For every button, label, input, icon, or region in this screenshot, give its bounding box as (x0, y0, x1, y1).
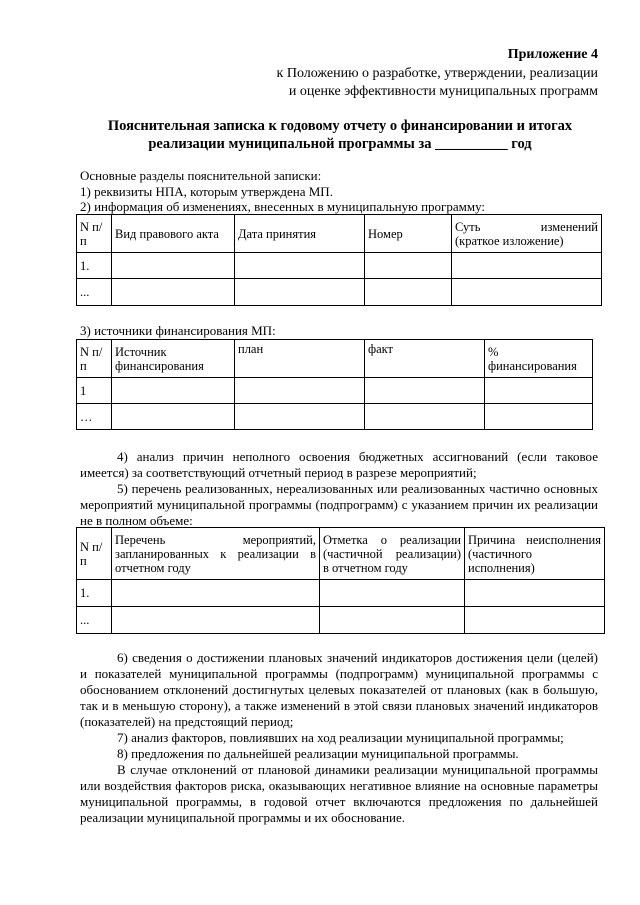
header-activities-line1: Перечень мероприятий, (115, 532, 316, 547)
cell (235, 404, 365, 430)
cell (112, 607, 320, 634)
cell (112, 253, 235, 279)
header-activities-line2: запланированных к реализации в (115, 546, 316, 561)
cell (485, 404, 593, 430)
section-item-8: 8) предложения по дальнейшей реализации муниципальной программы. (117, 746, 519, 761)
header-mark (320, 528, 465, 580)
header-essence-line2: (краткое изложение) (455, 233, 564, 248)
header-mark-line2: (частичной реализации) (323, 546, 461, 561)
cell (465, 580, 605, 607)
header-fact: факт (365, 340, 485, 378)
row-num: ... (77, 279, 112, 306)
cell (465, 607, 605, 634)
header-reason-line2: (частичного исполнения) (468, 546, 535, 575)
cell (365, 253, 452, 279)
document-title-line2: реализации муниципальной программы за __________ год (148, 136, 532, 152)
cell (365, 404, 485, 430)
final-paragraph: В случае отклонений от плановой динамики реализации муниципальной программы или воздействия факторов риска, оказывающих негативное влияние на основные параметры муниципальной программы, в годовой отчет включаются предложения по дальнейшей реализации муниципальной программы и их обоснование. (80, 762, 598, 825)
document-title (60, 117, 620, 153)
header-percent-line2: финансирования (488, 358, 577, 373)
sections-6-8 (80, 650, 598, 826)
row-num: 1 (77, 378, 112, 404)
cell (452, 253, 602, 279)
header-date: Дата принятия (235, 215, 365, 253)
changes-table-header (77, 215, 602, 253)
cell (235, 253, 365, 279)
row-num: ... (77, 607, 112, 634)
cell (235, 378, 365, 404)
section-item-2: 2) информация об изменениях, внесенных в муниципальную программу: (80, 199, 486, 214)
section-item-6: 6) сведения о достижении плановых значений индикаторов достижения цели (целей) и показателей муниципальной программы (подпрограмм) муниципальной программы с обоснованием отклонений достигнутых целевых показателей от плановых (как в большую, так и в меньшую сторону), а также изменений в этой связи плановых значений индикаторов (показателей) на предстоящий период; (80, 650, 598, 729)
document-title-line1: Пояснительная записка к годовому отчету о финансировании и итогах (107, 118, 573, 134)
appendix-subtitle-line1: к Положению о разработке, утверждении, реализации (276, 66, 598, 81)
section-item-5: 5) перечень реализованных, нереализованных или реализованных частично основных мероприятий муниципальной программы (подпрограмм) с указанием причин их реализации не в полном объеме: (80, 481, 598, 528)
changes-table (76, 214, 602, 306)
header-source: Источник финансирования (112, 340, 235, 378)
header-mark-line3: в отчетном году (323, 560, 408, 575)
header-num: N п/п (77, 340, 112, 378)
appendix-title: Приложение 4 (507, 47, 598, 62)
sections-4-5 (80, 449, 598, 529)
header-reason-line1: Причина неисполнения (468, 532, 601, 547)
activities-table (76, 527, 605, 634)
table-row (77, 404, 593, 430)
appendix-subtitle-line2: и оценке эффективности муниципальных программ (288, 84, 598, 99)
cell (112, 404, 235, 430)
cell (320, 580, 465, 607)
row-num: … (77, 404, 112, 430)
header-plan: план (235, 340, 365, 378)
table-row (77, 607, 605, 634)
section-item-3: 3) источники финансирования МП: (80, 323, 276, 338)
table-row (77, 253, 602, 279)
header-num: N п/п (77, 528, 112, 580)
sections-intro: Основные разделы пояснительной записки: (80, 168, 322, 183)
header-percent (485, 340, 593, 378)
header-mark-line1: Отметка о реализации (323, 532, 461, 547)
cell (452, 279, 602, 306)
section-item-4: 4) анализ причин неполного освоения бюджетных ассигнований (если таковое имеется) за соответствующий отчетный период в разрезе мероприятий; (80, 449, 598, 480)
header-num: N п/п (77, 215, 112, 253)
cell (365, 378, 485, 404)
header-number: Номер (365, 215, 452, 253)
table-row (77, 378, 593, 404)
cell (485, 378, 593, 404)
header-essence-line1: Суть изменений (455, 219, 598, 234)
cell (365, 279, 452, 306)
section-item-1: 1) реквизиты НПА, которым утверждена МП. (80, 184, 333, 199)
section-item-7: 7) анализ факторов, повлиявших на ход реализации муниципальной программы; (117, 730, 564, 745)
cell (320, 607, 465, 634)
cell (235, 279, 365, 306)
row-num: 1. (77, 253, 112, 279)
table-row (77, 279, 602, 306)
header-reason (465, 528, 605, 580)
cell (112, 580, 320, 607)
cell (112, 279, 235, 306)
header-activities-line3: отчетном году (115, 560, 191, 575)
activities-table-header (77, 528, 605, 580)
header-act-type: Вид правового акта (112, 215, 235, 253)
cell (112, 378, 235, 404)
financing-table-header (77, 340, 593, 378)
table-row (77, 580, 605, 607)
row-num: 1. (77, 580, 112, 607)
header-percent-line1: % (488, 344, 499, 359)
financing-table (76, 339, 593, 430)
header-activities (112, 528, 320, 580)
header-essence (452, 215, 602, 253)
